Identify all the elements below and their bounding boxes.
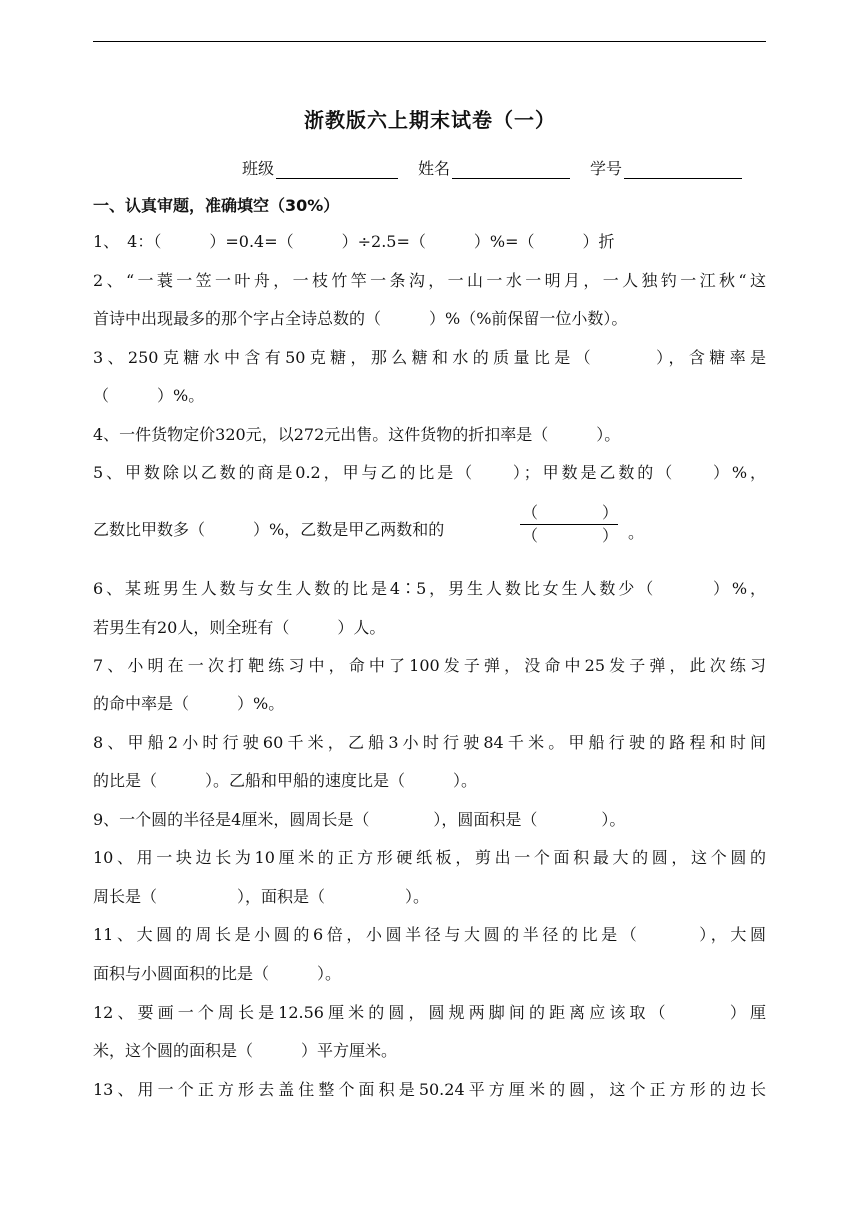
question-7-line-2: 的命中率是（ ）%。	[93, 694, 285, 713]
question-1: 1、 4：（ ）=0.4=（ ）÷2.5=（ ）%=（ ）折	[93, 232, 615, 251]
question-8-line-2: 的比是（ ）。乙船和甲船的速度比是（ ）。	[93, 771, 478, 790]
question-6-line-2: 若男生有20人，则全班有（ ）人。	[93, 618, 386, 637]
question-5-line-1: 5、甲数除以乙数的商是0.2，甲与乙的比是（ ）；甲数是乙数的（ ）%，	[93, 463, 766, 482]
question-5-end: 。	[628, 523, 645, 542]
header-rule	[93, 41, 766, 42]
question-2-line-2: 首诗中出现最多的那个字占全诗总数的（ ）%（%前保留一位小数）。	[93, 309, 628, 328]
question-8-line-1: 8、甲船2小时行驶60千米，乙船3小时行驶84千米。甲船行驶的路程和时间	[93, 733, 766, 752]
question-10-line-2: 周长是（ ），面积是（ ）。	[93, 887, 430, 906]
question-2-line-1: 2、“一蓑一笠一叶舟，一枝竹竿一条沟，一山一水一明月，一人独钓一江秋“这	[93, 271, 766, 290]
question-13-line-1: 13、用一个正方形去盖住整个面积是50.24平方厘米的圆，这个正方形的边长	[93, 1080, 766, 1099]
question-9: 9、一个圆的半径是4厘米，圆周长是（ ），圆面积是（ ）。	[93, 810, 626, 829]
number-blank[interactable]	[624, 160, 742, 179]
question-11-line-2: 面积与小圆面积的比是（ ）。	[93, 964, 342, 983]
fraction-numerator: （ ）	[521, 503, 618, 522]
fraction-bar	[520, 524, 618, 525]
name-label: 姓名	[418, 159, 451, 178]
question-4: 4、一件货物定价320元，以272元出售。这件货物的折扣率是（ ）。	[93, 425, 621, 444]
section-heading: 一、认真审题，准确填空（30%）	[93, 196, 340, 215]
class-label: 班级	[242, 159, 275, 178]
fraction-denominator: （ ）	[521, 526, 618, 545]
exam-title: 浙教版六上期末试卷（一）	[304, 108, 556, 132]
question-3-line-2: （ ）%。	[93, 386, 205, 405]
number-label: 学号	[590, 159, 623, 178]
question-10-line-1: 10、用一块边长为10厘米的正方形硬纸板，剪出一个面积最大的圆，这个圆的	[93, 848, 766, 867]
question-6-line-1: 6、某班男生人数与女生人数的比是4∶5，男生人数比女生人数少（ ）%，	[93, 579, 766, 598]
question-11-line-1: 11、大圆的周长是小圆的6倍，小圆半径与大圆的半径的比是（ ），大圆	[93, 925, 766, 944]
question-5-line-2: 乙数比甲数多（ ）%，乙数是甲乙两数和的	[93, 520, 445, 539]
name-blank[interactable]	[452, 160, 570, 179]
question-12-line-2: 米，这个圆的面积是（ ）平方厘米。	[93, 1041, 398, 1060]
fraction-blank[interactable]	[520, 504, 620, 545]
class-blank[interactable]	[276, 160, 398, 179]
question-3-line-1: 3、250克糖水中含有50克糖，那么糖和水的质量比是（ ），含糖率是	[93, 348, 766, 367]
question-12-line-1: 12、要画一个周长是12.56厘米的圆，圆规两脚间的距离应该取（ ）厘	[93, 1003, 766, 1022]
student-info-row	[242, 156, 742, 179]
question-7-line-1: 7、小明在一次打靶练习中，命中了100发子弹，没命中25发子弹，此次练习	[93, 656, 766, 675]
